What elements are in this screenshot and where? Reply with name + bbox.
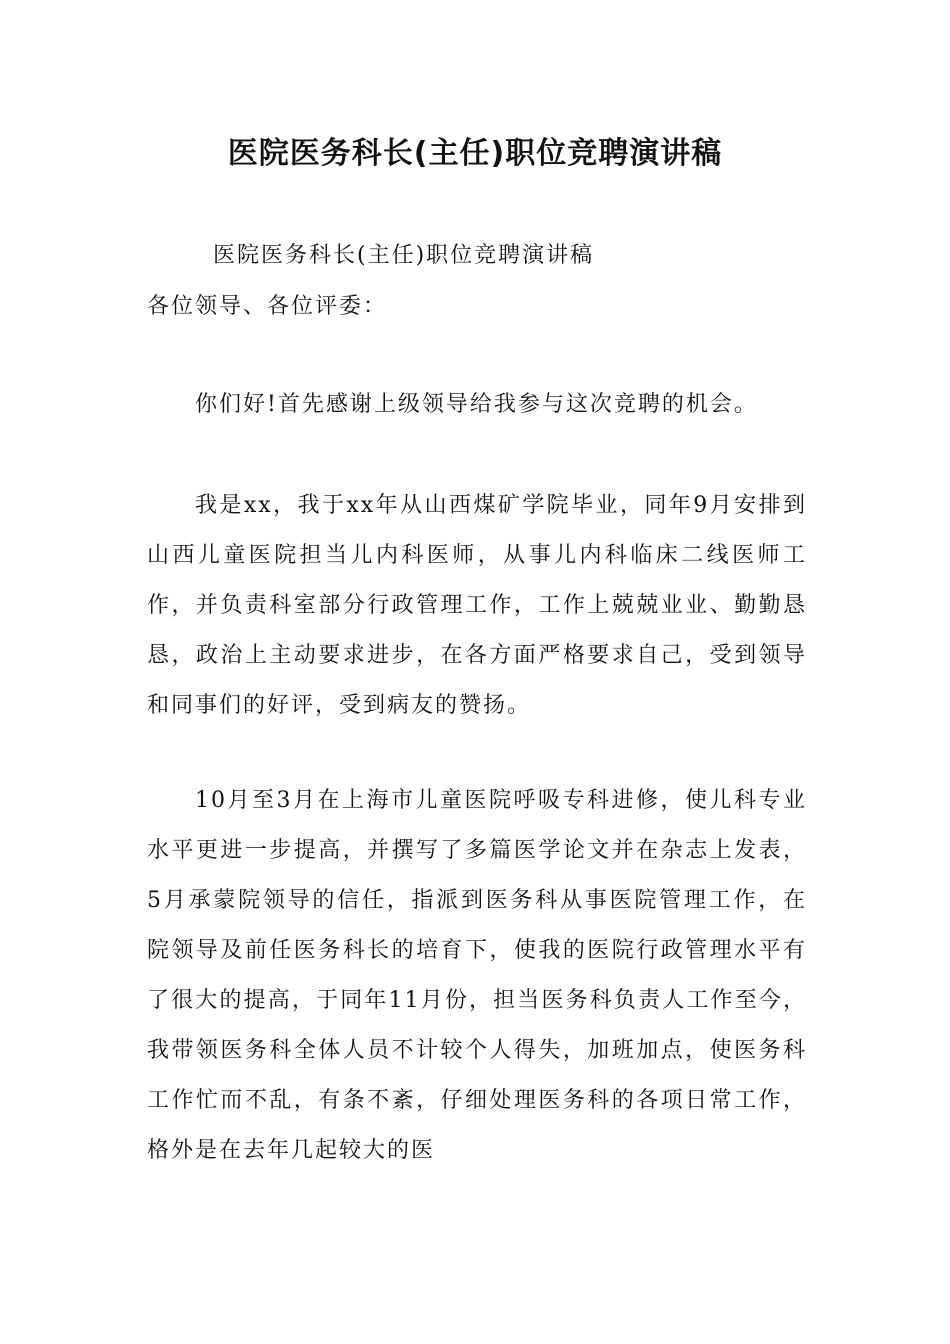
- paragraph-experience: 10月至3月在上海市儿童医院呼吸专科进修，使儿科专业水平更进一步提高，并撰写了多篇医学论文并在杂志上发表，5月承蒙院领导的信任，指派到医务科从事医院管理工作，在院领导及前任医务科长的培育下，使我的医院行政管理水平有了很大的提高，于同年11月份，担当医务科负责人工作至今，我带领医务科全体人员不计较个人得失，加班加点，使医务科工作忙而不乱，有条不紊，仔细处理医务科的各项日常工作，格外是在去年几起较大的医: [147, 788, 807, 1163]
- salutation: 各位领导、各位评委：: [147, 294, 388, 319]
- paragraph-background: 我是xx，我于xx年从山西煤矿学院毕业，同年9月安排到山西儿童医院担当儿内科医师，从事儿内科临床二线医师工作，并负责科室部分行政管理工作，工作上兢兢业业、勤勤恳恳，政治上主动要求进步，在各方面严格要求自己，受到领导和同事们的好评，受到病友的赞扬。: [147, 493, 807, 718]
- document-title: 医院医务科长(主任)职位竞聘演讲稿: [227, 136, 723, 171]
- document-subtitle: 医院医务科长(主任)职位竞聘演讲稿: [213, 243, 595, 268]
- paragraph-greeting: 你们好!首先感谢上级领导给我参与这次竞聘的机会。: [195, 392, 758, 417]
